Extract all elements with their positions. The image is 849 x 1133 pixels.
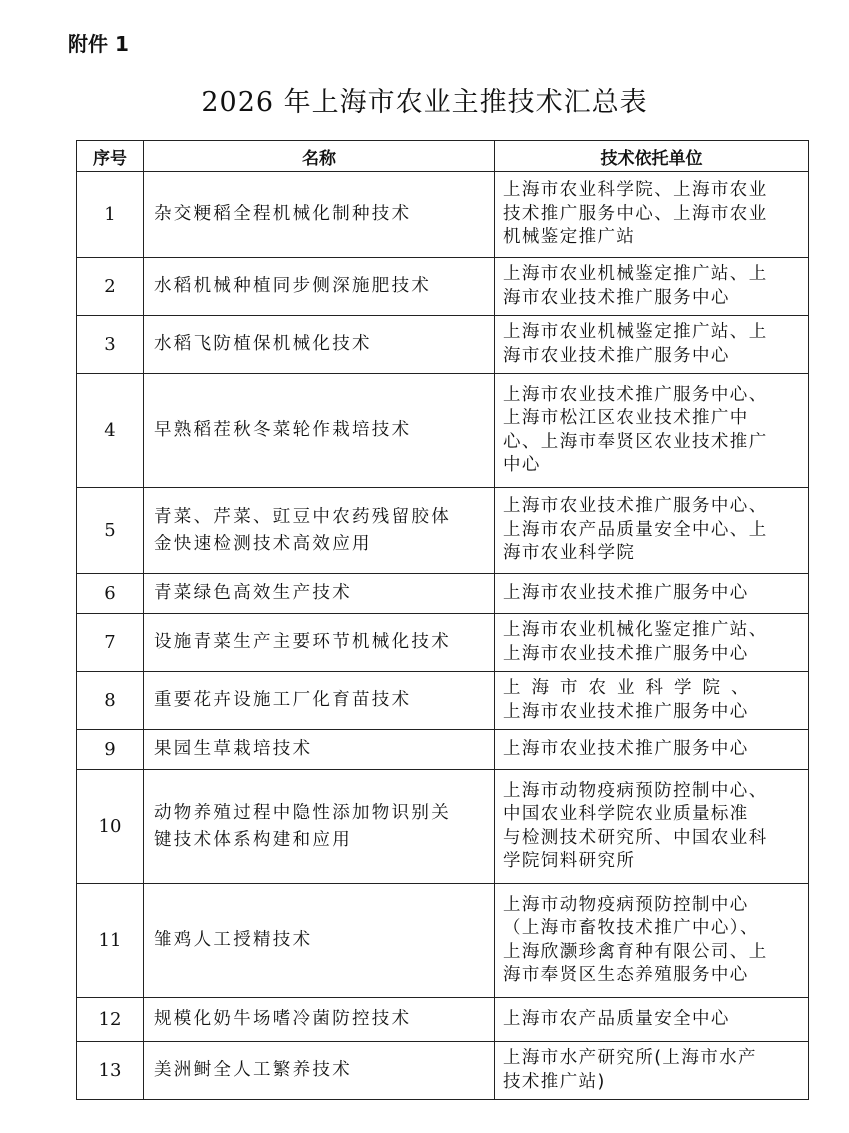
tech-name — [144, 316, 495, 374]
support-unit-line: 机械鉴定推广站 — [503, 227, 636, 248]
tech-name-line: 重要花卉设施工厂化育苗技术 — [154, 690, 412, 710]
support-unit-line: 上海市农产品质量安全中心、上 — [503, 519, 768, 540]
tech-name-line: 青菜、芹菜、豇豆中农药残留胶体 — [154, 506, 451, 527]
table-row — [77, 316, 809, 374]
support-unit — [495, 998, 809, 1042]
support-unit-line: 技术推广站) — [503, 1071, 606, 1092]
table-row — [77, 770, 809, 884]
table-row — [77, 574, 809, 614]
row-number: 3 — [77, 316, 144, 374]
tech-name — [144, 614, 495, 672]
support-unit-line: 上海市农产品质量安全中心 — [503, 1008, 730, 1029]
row-number: 11 — [77, 884, 144, 998]
table-row — [77, 672, 809, 730]
support-unit-line: 上海市动物疫病预防控制中心 — [503, 894, 749, 915]
support-unit-line: 心、上海市奉贤区农业技术推广 — [503, 431, 768, 452]
tech-name — [144, 730, 495, 770]
support-unit-line: 海市奉贤区生态养殖服务中心 — [503, 965, 749, 985]
support-unit — [495, 730, 809, 770]
tech-name — [144, 884, 495, 998]
row-number: 1 — [77, 172, 144, 258]
header-index: 序号 — [77, 141, 144, 172]
table-row — [77, 374, 809, 488]
attachment-label: 附件 1 — [68, 32, 129, 56]
table-header-row — [77, 141, 809, 172]
support-unit — [495, 614, 809, 672]
support-unit-line: 上海市农业机械鉴定推广站、上 — [503, 264, 768, 284]
tech-name — [144, 488, 495, 574]
support-unit-line: 中国农业科学院农业质量标准 — [503, 804, 749, 824]
support-unit — [495, 884, 809, 998]
row-number: 2 — [77, 258, 144, 316]
table-row — [77, 614, 809, 672]
table-row — [77, 172, 809, 258]
tech-name — [144, 770, 495, 884]
support-unit — [495, 574, 809, 614]
tech-name — [144, 258, 495, 316]
support-unit-line: 上海市水产研究所(上海市水产 — [503, 1048, 757, 1068]
support-unit-line: 与检测技术研究所、中国农业科 — [503, 827, 768, 848]
row-number: 10 — [77, 770, 144, 884]
support-unit — [495, 374, 809, 488]
support-unit-line: 上海市农业技术推广服务中心 — [503, 582, 749, 603]
support-unit-line: （上海市畜牧技术推广中心）、 — [503, 918, 759, 938]
support-unit-line: 学院饲料研究所 — [503, 851, 636, 871]
table-row — [77, 884, 809, 998]
tech-name-line: 键技术体系构建和应用 — [154, 829, 352, 850]
document-title: 2026 年上海市农业主推技术汇总表 — [201, 87, 648, 118]
support-unit-line: 海市农业技术推广服务中心 — [503, 287, 730, 308]
row-number: 7 — [77, 614, 144, 672]
support-unit-line: 上海市松江区农业技术推广中 — [503, 408, 749, 428]
support-unit — [495, 316, 809, 374]
support-unit — [495, 258, 809, 316]
table-row — [77, 730, 809, 770]
table-row — [77, 258, 809, 316]
header-name: 名称 — [144, 141, 495, 172]
support-unit — [495, 672, 809, 730]
support-unit-line: 上海市农业技术推广服务中心 — [503, 738, 749, 759]
support-unit-line: 技术推广服务中心、上海市农业 — [503, 203, 768, 224]
row-number: 6 — [77, 574, 144, 614]
support-unit-line: 上海市农业技术推广服务中心 — [503, 701, 749, 722]
support-unit-line: 海市农业科学院 — [503, 543, 636, 564]
table-row — [77, 488, 809, 574]
tech-name-line: 水稻飞防植保机械化技术 — [154, 334, 372, 354]
table-row — [77, 998, 809, 1042]
tech-name-line: 雏鸡人工授精技术 — [154, 930, 313, 950]
support-unit — [495, 488, 809, 574]
table-row — [77, 1042, 809, 1100]
tech-name — [144, 172, 495, 258]
support-unit-line: 上海市农业科学院、 — [503, 678, 760, 698]
tech-name-line: 早熟稻茬秋冬菜轮作栽培技术 — [154, 420, 412, 440]
support-unit-line: 上海市农业技术推广服务中心 — [503, 643, 749, 664]
support-unit — [495, 1042, 809, 1100]
tech-name-line: 设施青菜生产主要环节机械化技术 — [154, 632, 451, 652]
tech-name — [144, 672, 495, 730]
tech-name-line: 美洲鲥全人工繁养技术 — [154, 1060, 352, 1080]
tech-name — [144, 374, 495, 488]
tech-name — [144, 998, 495, 1042]
tech-name-line: 动物养殖过程中隐性添加物识别关 — [154, 802, 451, 823]
support-unit-line: 上海市农业科学院、上海市农业 — [503, 180, 768, 201]
tech-name-line: 青菜绿色高效生产技术 — [154, 583, 352, 603]
support-unit-line: 上海市农业技术推广服务中心、 — [503, 384, 768, 405]
tech-summary-table — [76, 140, 809, 1100]
support-unit-line: 上海市农业机械化鉴定推广站、 — [503, 620, 768, 640]
tech-name — [144, 1042, 495, 1100]
row-number: 9 — [77, 730, 144, 770]
row-number: 13 — [77, 1042, 144, 1100]
support-unit — [495, 172, 809, 258]
tech-name-line: 水稻机械种植同步侧深施肥技术 — [154, 276, 432, 296]
support-unit — [495, 770, 809, 884]
row-number: 5 — [77, 488, 144, 574]
support-unit-line: 上海市动物疫病预防控制中心、 — [503, 780, 768, 801]
tech-name-line: 果园生草栽培技术 — [154, 739, 313, 759]
support-unit-line: 海市农业技术推广服务中心 — [503, 345, 730, 366]
row-number: 12 — [77, 998, 144, 1042]
header-unit: 技术依托单位 — [495, 141, 809, 172]
support-unit-line: 上海市农业技术推广服务中心、 — [503, 496, 768, 517]
support-unit-line: 上海市农业机械鉴定推广站、上 — [503, 322, 768, 342]
tech-name — [144, 574, 495, 614]
tech-name-line: 规模化奶牛场嗜冷菌防控技术 — [154, 1009, 412, 1029]
support-unit-line: 中心 — [503, 455, 541, 475]
tech-name-line: 杂交粳稻全程机械化制种技术 — [154, 204, 412, 224]
row-number: 4 — [77, 374, 144, 488]
support-unit-line: 上海欣灏珍禽育种有限公司、上 — [503, 941, 768, 962]
tech-name-line: 金快速检测技术高效应用 — [154, 533, 372, 554]
row-number: 8 — [77, 672, 144, 730]
